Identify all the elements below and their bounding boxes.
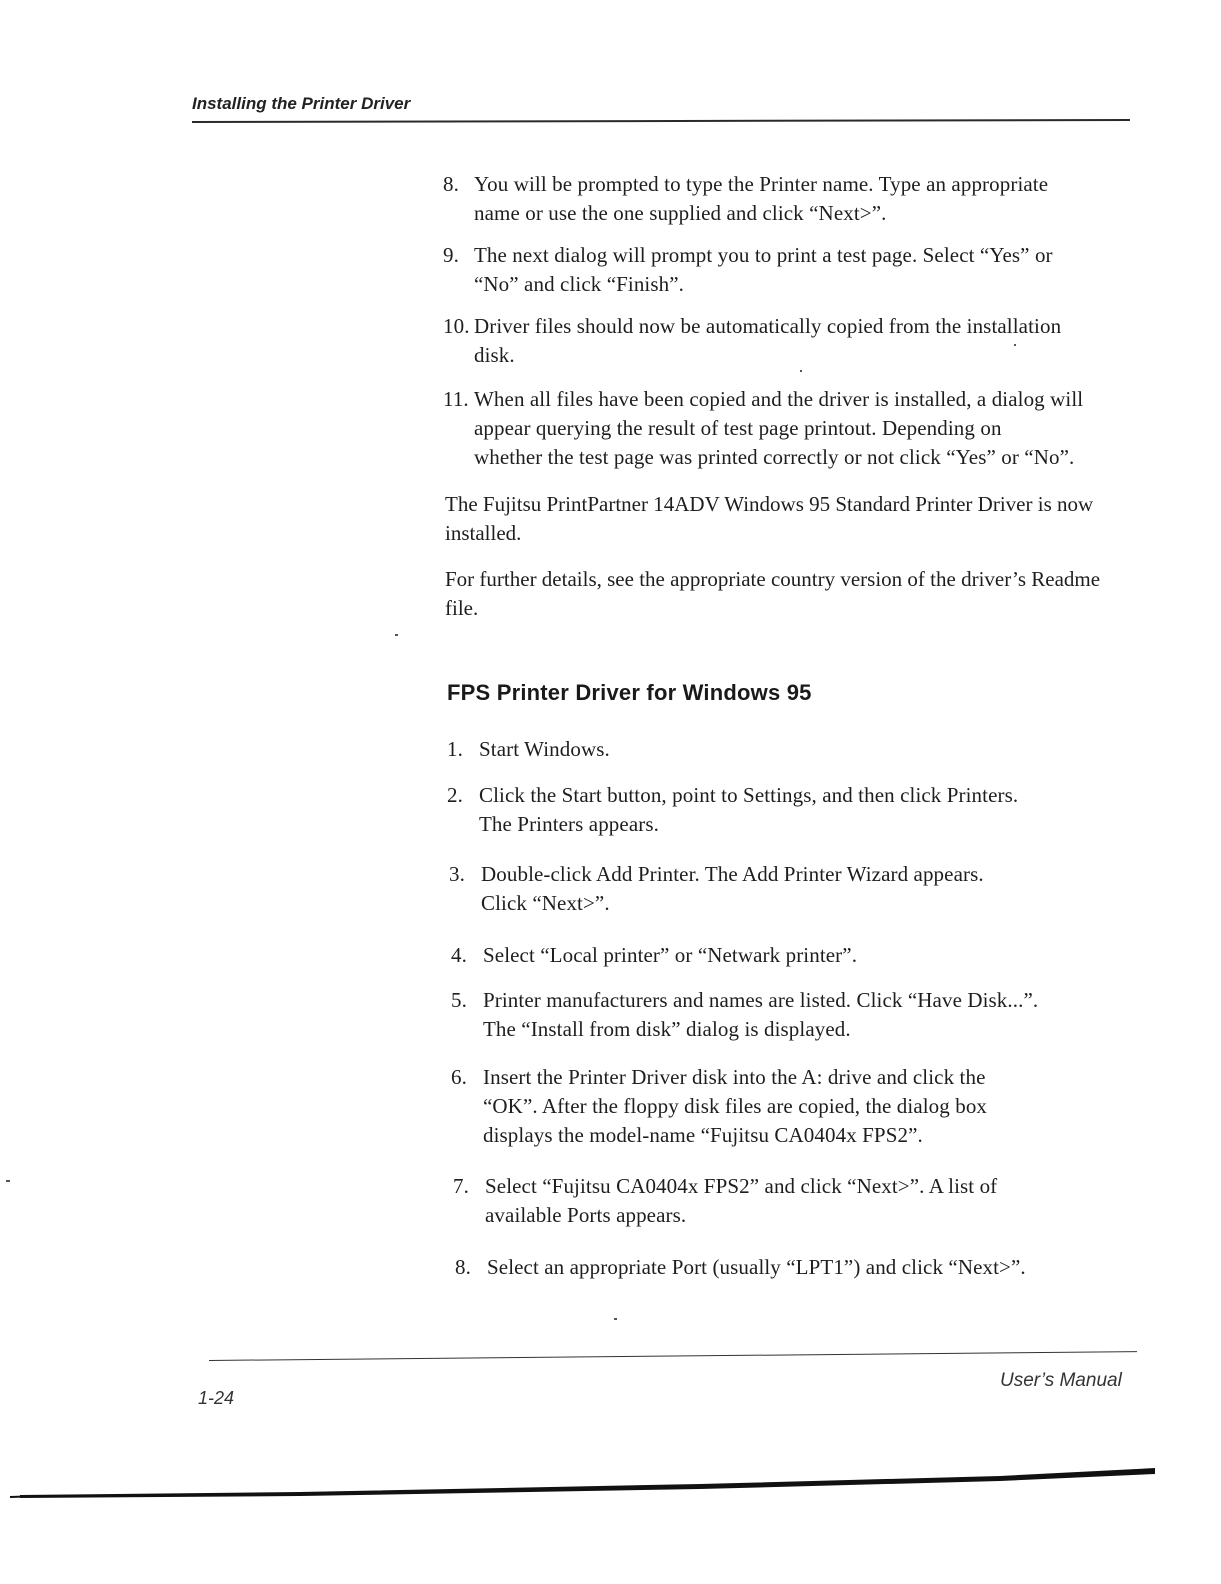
step-text: “OK”. After the floppy disk files are copied, the dialog box xyxy=(483,1094,988,1118)
step-text: available Ports appears. xyxy=(485,1203,687,1227)
step-text: appear querying the result of test page printout. Depending on xyxy=(474,416,1002,440)
step-text: “No” and click “Finish”. xyxy=(474,272,685,296)
step-text: disk. xyxy=(474,343,515,367)
step-number: 6. xyxy=(451,1065,467,1089)
step-text: Select “Local printer” or “Netwark printer”. xyxy=(483,943,858,967)
scan-edge-bar xyxy=(0,1462,1156,1504)
footer-manual-title: User’s Manual xyxy=(1000,1370,1122,1391)
section-heading: FPS Printer Driver for Windows 95 xyxy=(447,680,812,705)
step-number: 2. xyxy=(447,783,463,807)
step-number: 8. xyxy=(455,1255,471,1279)
step-text: whether the test page was printed correctly or not click “Yes” or “No”. xyxy=(474,445,1075,469)
step-number: 1. xyxy=(447,737,463,761)
step-number: 11. xyxy=(443,387,469,411)
step-text: Click the Start button, point to Settings, and then click Printers. xyxy=(479,783,1019,807)
step-number: 4. xyxy=(451,943,467,967)
scan-speck xyxy=(395,634,398,636)
step-text: Insert the Printer Driver disk into the A: drive and click the xyxy=(483,1065,986,1089)
list-item-step-4 xyxy=(451,941,857,970)
scan-speck xyxy=(6,1180,10,1182)
installed-paragraph: The Fujitsu PrintPartner 14ADV Windows 95 Standard Printer Driver is now installed. xyxy=(445,492,1094,545)
list-item-continued-11 xyxy=(443,385,1083,472)
step-number: 5. xyxy=(451,988,467,1012)
step-text: displays the model-name “Fujitsu CA0404x FPS2”. xyxy=(483,1123,923,1147)
step-text: You will be prompted to type the Printer name. Type an appropriate xyxy=(474,172,1049,196)
step-number: 7. xyxy=(453,1174,469,1198)
step-text: Printer manufacturers and names are listed. Click “Have Disk...”. xyxy=(483,988,1039,1012)
step-text: Click “Next>”. xyxy=(481,891,610,915)
step-text: Double-click Add Printer. The Add Printer Wizard appears. xyxy=(481,862,984,886)
scan-speck xyxy=(614,1318,617,1320)
list-item-continued-9 xyxy=(443,241,1053,299)
footer-rule xyxy=(209,1351,1137,1361)
step-text: Driver files should now be automatically copied from the installation xyxy=(474,314,1062,338)
step-text: name or use the one supplied and click “Next>”. xyxy=(474,201,887,225)
list-item-continued-8 xyxy=(443,170,1048,228)
step-number: 9. xyxy=(443,243,459,267)
running-header-title: Installing the Printer Driver xyxy=(192,94,411,113)
step-text: The next dialog will prompt you to print a test page. Select “Yes” or xyxy=(474,243,1053,267)
step-text: The “Install from disk” dialog is displayed. xyxy=(483,1017,851,1041)
step-number: 3. xyxy=(449,862,465,886)
list-item-step-1 xyxy=(447,735,610,764)
list-item-step-8 xyxy=(455,1253,1026,1282)
header-rule xyxy=(192,119,1130,123)
step-number: 10. xyxy=(443,314,470,338)
readme-paragraph: For further details, see the appropriate country version of the driver’s Readme file. xyxy=(445,567,1101,620)
step-text: When all files have been copied and the driver is installed, a dialog will xyxy=(474,387,1084,411)
step-number: 8. xyxy=(443,172,459,196)
step-text: Start Windows. xyxy=(479,737,610,761)
list-item-step-6 xyxy=(451,1063,987,1150)
step-text: Select “Fujitsu CA0404x FPS2” and click “Next>”. A list of xyxy=(485,1174,998,1198)
list-item-step-3 xyxy=(449,860,984,918)
step-text: Select an appropriate Port (usually “LPT1”) and click “Next>”. xyxy=(487,1255,1026,1279)
scan-speck xyxy=(800,370,802,372)
list-item-step-2 xyxy=(447,781,1018,839)
list-item-step-7 xyxy=(453,1172,997,1230)
list-item-step-5 xyxy=(451,986,1038,1044)
step-text: The Printers appears. xyxy=(479,812,659,836)
scan-speck xyxy=(1014,344,1016,346)
list-item-continued-10 xyxy=(443,312,1061,370)
footer-page-number: 1-24 xyxy=(198,1388,235,1408)
